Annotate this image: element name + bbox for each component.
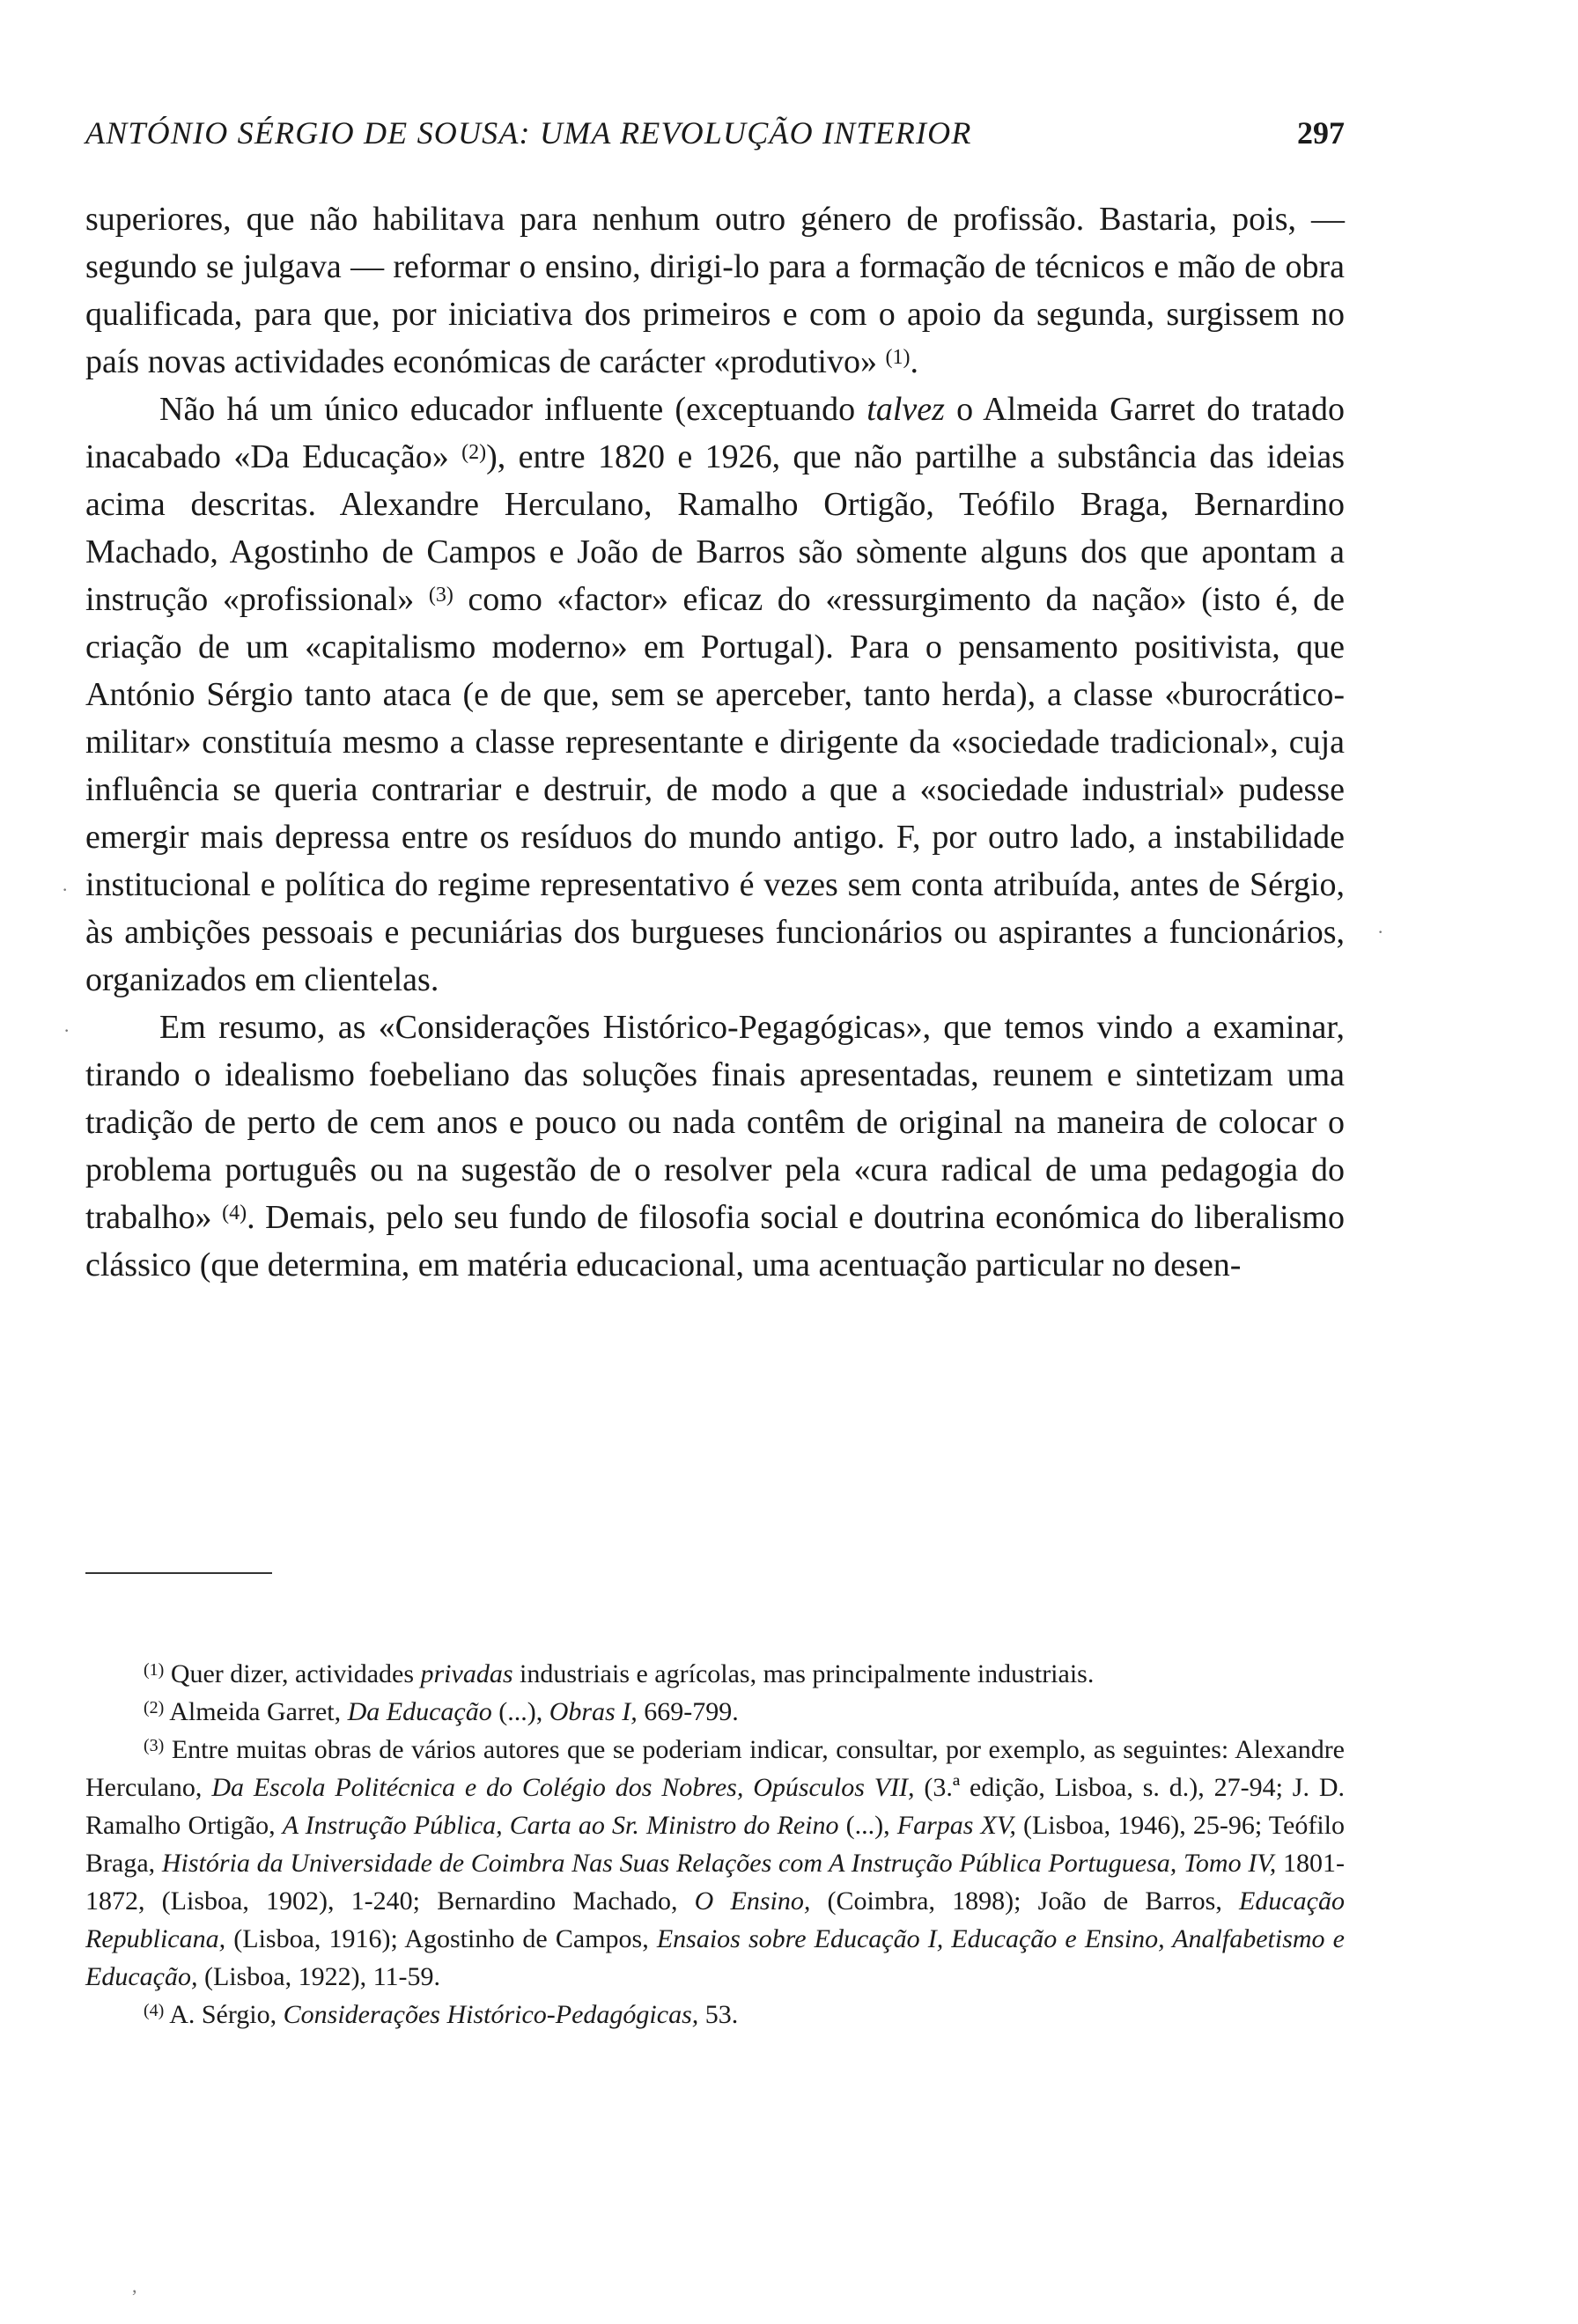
footnote-2-part-c: 669-799.	[637, 1697, 739, 1726]
paragraph-2-part-d: como «factor» eficaz do «ressurgimento da nação» (isto é, de criação de um «capitalismo moderno» em Portugal). Para o pensamento positivista, que António Sérgio tanto ataca (e de que, sem se aperceber, tanto herda), a classe «burocrático-militar» constituía mesmo a classe representante e dirigente da «sociedade tradicional», cuja influência se queria contrariar e destruir, de modo a que a «sociedade industrial» pudesse emergir mais depressa entre os resíduos do mundo antigo. F, por outro lado, a instabilidade institucional e política do regime representativo é vezes sem conta atribuída, antes de Sérgio, às ambições pessoais e pecuniárias dos burgueses funcionários ou aspirantes a funcionários, organizados em clientelas.	[85, 581, 1345, 998]
footnote-1-marker: (1)	[144, 1660, 165, 1680]
footnote-3-seg-6: (Coimbra, 1898); João de Barros,	[810, 1886, 1240, 1916]
footnote-3-title-4: História da Universidade de Coimbra Nas Suas Relações com A Instrução Pública Portuguesa, Tomo IV,	[161, 1849, 1277, 1878]
footnote-4-part-a: A. Sérgio,	[169, 2000, 284, 2029]
footnote-1	[85, 1655, 1345, 1693]
paragraph-1-text: superiores, que não habilitava para nenhum outro género de profissão. Bastaria, pois, — segundo se julgava — reformar o ensino, dirigi-lo para a formação de técnicos e mão de obra qualificada, para que, por iniciativa dos primeiros e com o apoio da segunda, surgissem no país novas actividades económicas de carácter «produtivo»	[85, 201, 1345, 380]
footnote-3-title-2: A Instrução Pública, Carta ao Sr. Ministro do Reino	[282, 1811, 839, 1840]
page-number: 297	[1297, 115, 1345, 151]
footnote-3-title-3: Farpas XV,	[896, 1811, 1016, 1840]
footnote-2	[85, 1693, 1345, 1731]
paragraph-2-part-a: Não há um único educador influente (exceptuando	[159, 391, 867, 428]
footnote-3-title-7: Ensaios sobre Educação I, Educação e Ensino, Analfabetismo e Educação,	[85, 1924, 1345, 1991]
footnote-3-title-5: O Ensino,	[694, 1886, 811, 1916]
paragraph-1-end: .	[910, 343, 918, 380]
footnote-2-part-a: Almeida Garret,	[169, 1697, 348, 1726]
footnote-3-seg-7: (Lisboa, 1916); Agostinho de Campos,	[225, 1924, 657, 1953]
footnotes	[85, 1655, 1345, 2034]
footnote-3-title-6: Educação Republicana,	[85, 1886, 1345, 1953]
footnote-1-emphasis: privadas	[420, 1659, 513, 1688]
footnote-3-marker: (3)	[144, 1736, 165, 1755]
margin-speck: ·	[1377, 921, 1384, 943]
footnote-2-marker: (2)	[144, 1698, 165, 1717]
footnote-3	[85, 1731, 1345, 1996]
footnote-3-title-1: Da Escola Politécnica e do Colégio dos Nobres, Opúsculos VII,	[211, 1773, 915, 1802]
footnote-divider	[85, 1572, 272, 1574]
paragraph-3	[85, 1004, 1345, 1289]
footnote-3-seg-2: (3.ª edição, Lisboa, s. d.), 27-94; J. D. Ramalho Ortigão,	[85, 1773, 1345, 1840]
footnote-ref-3: (3)	[428, 584, 453, 607]
footnote-ref-2: (2)	[461, 441, 487, 464]
footnote-2-work: Obras I,	[549, 1697, 638, 1726]
body-text	[85, 195, 1345, 1289]
footnote-4-marker: (4)	[144, 2001, 165, 2020]
footnote-2-part-b: (...),	[491, 1697, 549, 1726]
paragraph-3-part-a: Em resumo, as «Considerações Histórico-Pegagógicas», que temos vindo a examinar, tirando o idealismo foebeliano das soluções finais apresentadas, reunem e sintetizam uma tradição de perto de cem anos e pouco ou nada contêm de original na maneira de colocar o problema português ou na sugestão de o resolver pela «cura radical de uma pedagogia do trabalho»	[85, 1009, 1345, 1236]
footnote-1-part-a: Quer dizer, actividades	[170, 1659, 421, 1688]
footnote-3-seg-5: 1801-1872, (Lisboa, 1902), 1-240; Bernardino Machado,	[85, 1849, 1346, 1916]
footnote-4	[85, 1996, 1345, 2034]
footnote-ref-1: (1)	[885, 346, 911, 369]
paragraph-2-part-c: ), entre 1820 e 1926, que não partilhe a substância das ideias acima descritas. Alexandre Herculano, Ramalho Ortigão, Teófilo Braga, Bernardino Machado, Agostinho de Campos e João de Barros são sòmente alguns dos que apontam a instrução «profissional»	[85, 438, 1346, 618]
margin-speck: ·	[62, 879, 69, 901]
running-title: ANTÓNIO SÉRGIO DE SOUSA: UMA REVOLUÇÃO INTERIOR	[85, 115, 972, 151]
footnote-3-seg-3: (...),	[838, 1811, 897, 1840]
footnote-3-seg-1: Entre muitas obras de vários autores que se poderiam indicar, consultar, por exemplo, as seguintes: Alexandre Herculano,	[85, 1735, 1346, 1802]
footnote-3-seg-4: (Lisboa, 1946), 25-96; Teófilo Braga,	[85, 1811, 1346, 1878]
paragraph-1	[85, 195, 1345, 386]
footnote-1-part-b: industriais e agrícolas, mas principalmente industriais.	[512, 1659, 1095, 1688]
margin-speck: ·	[63, 1019, 70, 1041]
footnote-3-seg-8: (Lisboa, 1922), 11-59.	[197, 1962, 440, 1991]
footnote-4-part-b: 53.	[698, 2000, 739, 2029]
running-head	[85, 111, 1345, 155]
paragraph-3-part-b: . Demais, pelo seu fundo de filosofia social e doutrina económica do liberalismo clássico (que determina, em matéria educacional, uma acentuação particular no desen-	[85, 1199, 1345, 1283]
footnote-2-title: Da Educação	[347, 1697, 492, 1726]
paragraph-2-emphasis: talvez	[866, 391, 945, 428]
paragraph-2	[85, 386, 1345, 1004]
paragraph-2-part-b: o Almeida Garret do tratado inacabado «Da Educação»	[85, 391, 1345, 475]
footnote-ref-4: (4)	[222, 1202, 247, 1225]
footnote-4-title: Considerações Histórico-Pedagógicas,	[283, 2000, 699, 2029]
margin-speck: ,	[132, 2275, 137, 2297]
